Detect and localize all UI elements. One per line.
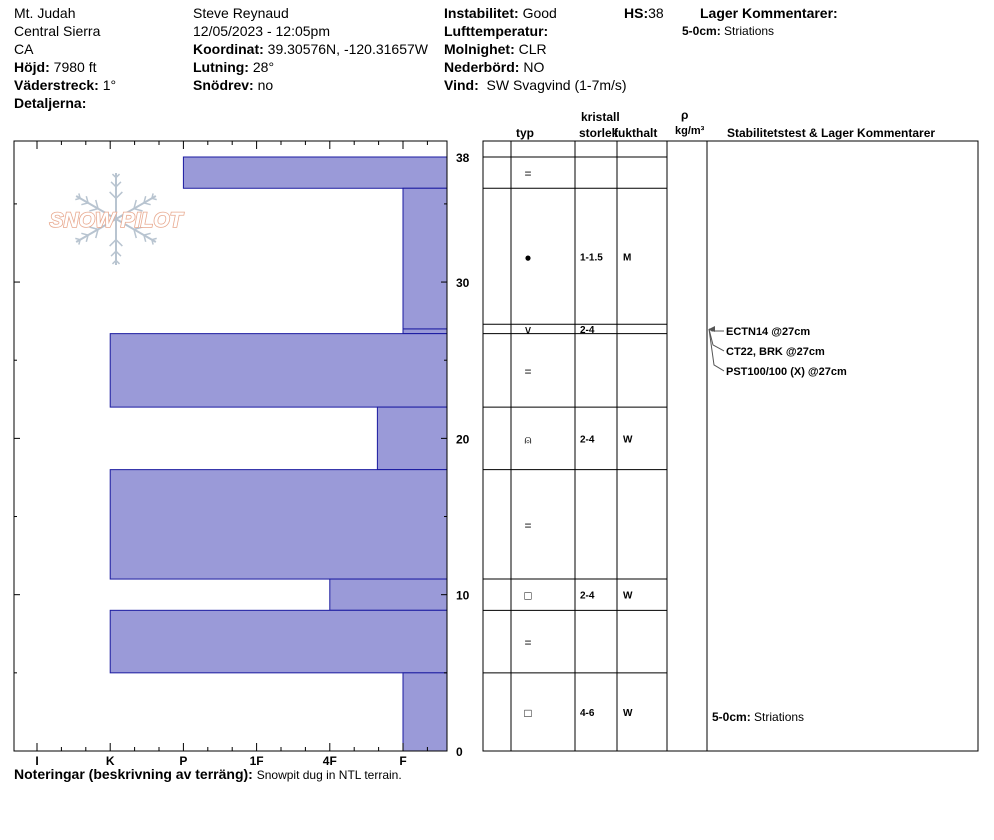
y-tick-label-20: 20 (456, 432, 470, 447)
stability-tests (709, 326, 847, 378)
flake-branch-1-1-r (144, 203, 151, 205)
density-symbol-header: ρ (681, 108, 689, 122)
aspect-label: Väderstreck: (14, 77, 99, 93)
stability-test-label-0: ECTN14 @27cm (726, 325, 811, 338)
hardness-x-ticks (14, 141, 427, 768)
crystal-table-frame (483, 141, 978, 751)
crystal-type-symbol-4: ⍝ (524, 432, 532, 447)
y-tick-label-0: 0 (456, 745, 463, 759)
precip-value: NO (523, 59, 545, 75)
hardness-bar-3 (110, 334, 447, 407)
hardness-bar-4 (377, 407, 447, 470)
flake-branch-4-2-r (75, 238, 80, 239)
mountain-range: Central Sierra (14, 23, 101, 39)
hs-value: 38 (648, 5, 664, 21)
flake-branch-1-2-r (152, 198, 157, 199)
crystal-type-symbol-5: = (524, 518, 532, 533)
stability-test-label-2: PST100/100 (X) @27cm (726, 365, 847, 378)
flake-branch-2-1-l (144, 233, 151, 235)
hardness-bar-7 (110, 610, 447, 673)
logo-text: SNOW PILOT (49, 209, 183, 232)
crystal-moisture-6: W (623, 590, 633, 602)
wind-value: SW Svagvind (1-7m/s) (486, 77, 627, 93)
airtemp-label: Lufttemperatur: (444, 23, 549, 39)
instability-value: Good (522, 5, 557, 21)
size-column-header: storlek (579, 126, 619, 140)
crystal-type-symbol-1: ● (524, 250, 532, 265)
crystal-size-6: 2-4 (580, 590, 595, 602)
flake-branch-4-1-r (81, 233, 88, 235)
crystal-moisture-8: W (623, 707, 633, 719)
hardness-bars (110, 157, 447, 751)
density-unit-header: kg/m³ (675, 125, 705, 137)
instability-label: Instabilitet: (444, 5, 519, 21)
hardness-bar-0 (183, 157, 447, 188)
snowpilot-logo (50, 173, 185, 265)
flake-branch-5-1-l (81, 203, 88, 205)
layer-comments-title-text: Lager Kommentarer: (700, 5, 838, 21)
crystal-size-8: 4-6 (580, 707, 595, 719)
observation-datetime: 12/05/2023 - 12:05pm (193, 23, 330, 39)
y-tick-label-10: 10 (456, 588, 470, 603)
crystal-group-header: kristall (581, 110, 620, 124)
slope-value: 28° (252, 59, 275, 75)
location-name: Mt. Judah (14, 5, 76, 21)
crystal-type-symbol-2: ∨ (523, 322, 533, 337)
crystal-type-symbol-6: □ (524, 588, 532, 603)
observer-name: Steve Reynaud (193, 5, 289, 21)
hardness-bar-2 (403, 329, 447, 334)
elevation-value: 7980 ft (53, 59, 97, 75)
x-tick-label-4F: 4F (322, 754, 337, 768)
x-tick-label-P: P (179, 754, 188, 768)
hs-label: HS: (624, 5, 649, 21)
crystal-moisture-1: M (623, 252, 632, 264)
aspect-value: 1° (102, 77, 117, 93)
notes-label: Noteringar (beskrivning av terräng): (14, 766, 253, 782)
stability-column-header: Stabilitetstest & Lager Kommentarer (727, 126, 936, 140)
coordinate-label: Koordinat: (193, 41, 264, 57)
state: CA (14, 41, 34, 57)
crystal-table-lines (483, 141, 707, 751)
notes-row (14, 766, 402, 782)
hardness-bar-1 (403, 188, 447, 329)
sky-value: CLR (518, 41, 547, 57)
layer-comment-bottom (712, 710, 804, 724)
hardness-bar-8 (403, 673, 447, 751)
sky-label: Molnighet: (444, 41, 515, 57)
slope-label: Lutning: (193, 59, 249, 75)
hardness-bar-6 (330, 579, 447, 610)
hardness-bar-5 (110, 470, 447, 579)
crystal-size-1: 1-1.5 (580, 252, 603, 264)
crystal-moisture-4: W (623, 434, 633, 446)
crystal-type-symbol-7: = (524, 635, 532, 650)
layer-comment-header-depth: 5-0cm: (682, 24, 721, 38)
layer-comment-depth: 5-0cm: (712, 710, 751, 724)
crystal-type-symbol-3: = (524, 364, 532, 379)
type-column-header: typ (516, 126, 534, 140)
elevation-label: Höjd: (14, 59, 50, 75)
x-tick-label-K: K (105, 754, 115, 768)
x-tick-label-I: I (35, 754, 39, 768)
crystal-type-symbol-8: □ (524, 705, 532, 720)
wind-label: Vind: (444, 77, 479, 93)
layer-comment-header-text: Striations (724, 24, 775, 38)
details-label: Detaljerna: (14, 95, 87, 111)
y-tick-label-38: 38 (456, 151, 470, 165)
x-tick-label-F: F (399, 754, 407, 768)
precip-label: Nederbörd: (444, 59, 520, 75)
x-tick-label-1F: 1F (249, 754, 264, 768)
crystal-type-symbol-0: = (524, 166, 532, 181)
crystal-size-2: 2-4 (580, 324, 595, 336)
moisture-column-header: fukthalt (614, 126, 658, 140)
notes-text: Snowpit dug in NTL terrain. (256, 768, 402, 782)
drift-label: Snödrev: (193, 77, 254, 93)
drift-value: no (257, 77, 274, 93)
layer-comment-text: Striations (754, 710, 805, 724)
y-tick-label-30: 30 (456, 276, 470, 291)
crystal-size-4: 2-4 (580, 434, 595, 446)
crystal-column-headers (516, 108, 935, 140)
stability-test-label-1: CT22, BRK @27cm (726, 345, 825, 358)
coordinate-value: 39.30576N, -120.31657W (267, 41, 428, 57)
